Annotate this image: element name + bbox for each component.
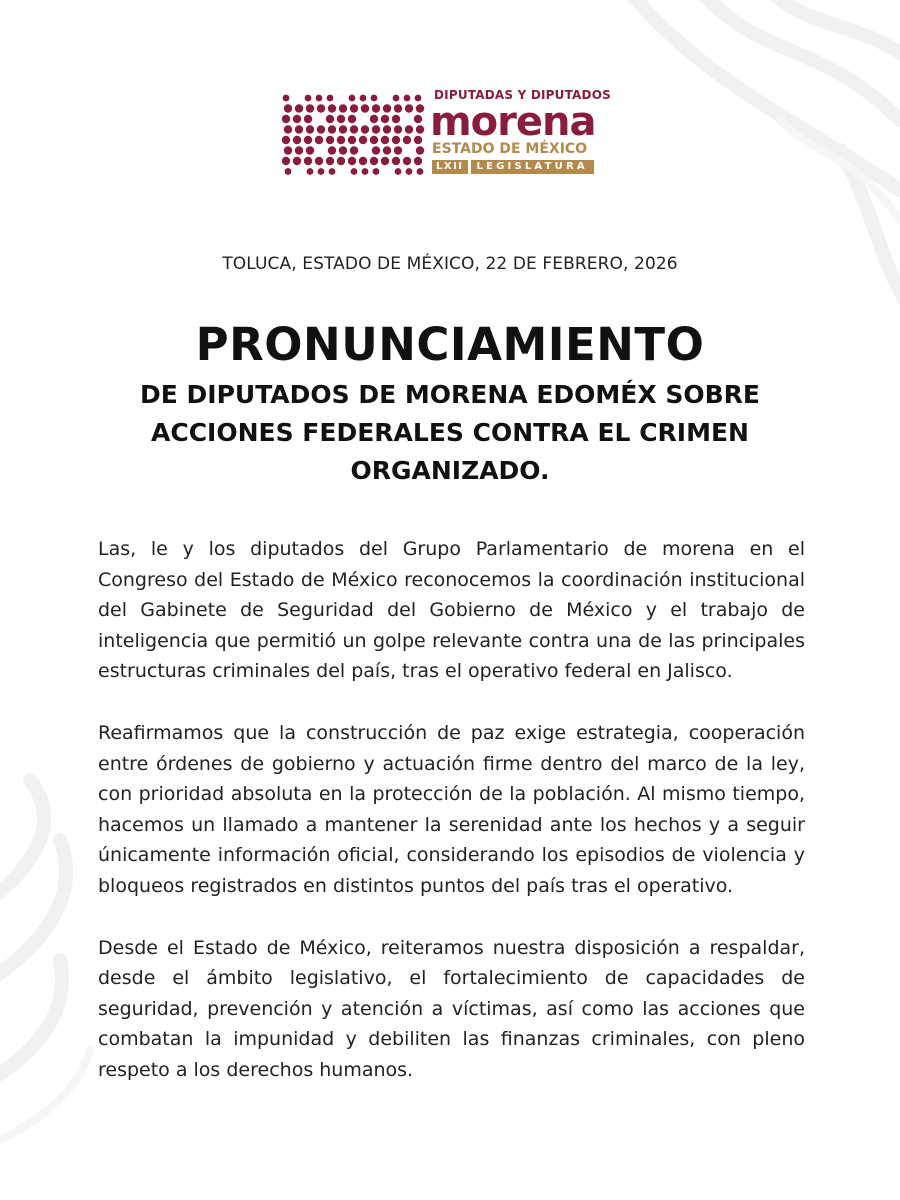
document-title: PRONUNCIAMIENTO <box>195 318 705 371</box>
paragraph: Las, le y los diputados del Grupo Parlamentario de morena en el Congreso del Estado de México reconocemos la coordinación institucional del Gabinete de Seguridad del Gobierno de México y el trabajo de inteligencia que permitió un golpe relevante contra una de las principales estructuras criminales del país, tras el operativo federal en Jalisco. <box>98 538 805 683</box>
paragraph: Reafirmamos que la construcción de paz exige estrategia, cooperación entre órdenes de gobierno y actuación firme dentro del marco de la ley, con prioridad absoluta en la protección de la población. Al mismo tiempo, hacemos un llamado a mantener la serenidad ante los hechos y a seguir únicamente información oficial, considerando los episodios de violencia y bloqueos registrados en distintos puntos del país tras el operativo. <box>98 721 805 897</box>
paragraph: Desde el Estado de México, reiteramos nuestra disposición a respaldar, desde el ámbito legislativo, el fortalecimiento de capacidades de seguridad, prevención y atención a víctimas, así como las acciones que combatan la impunidad y debiliten las finanzas criminales, con pleno respeto a los derechos humanos. <box>98 936 805 1081</box>
logo-wordmark <box>430 88 622 174</box>
document-subtitle: DE DIPUTADOS DE MORENA EDOMÉX SOBRE ACCIONES FEDERALES CONTRA EL CRIMEN ORGANIZADO. <box>139 380 760 485</box>
legislature-number: LXII <box>432 160 468 174</box>
logo-name: morena <box>430 99 596 145</box>
document-body <box>98 534 805 1117</box>
logo-subtitle: DIPUTADAS Y DIPUTADOS <box>434 88 611 102</box>
morena-logo <box>280 88 625 180</box>
morena-dots-icon <box>280 92 428 176</box>
logo-state: ESTADO DE MÉXICO <box>432 141 588 157</box>
legislature-label: LEGISLATURA <box>471 160 594 174</box>
dateline: TOLUCA, ESTADO DE MÉXICO, 22 DE FEBRERO, 2026 <box>222 254 678 274</box>
logo-legislature <box>430 160 622 174</box>
